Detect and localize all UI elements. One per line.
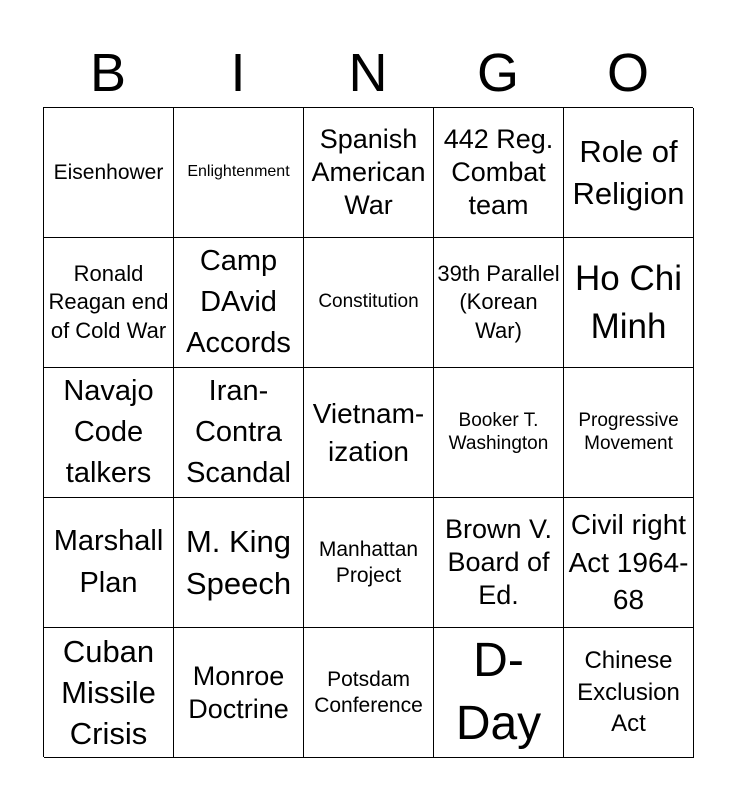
bingo-cell[interactable]: Marshall Plan — [44, 498, 174, 628]
bingo-cell[interactable]: Booker T. Washington — [434, 368, 564, 498]
bingo-board — [43, 107, 693, 757]
header-letter-i: I — [230, 43, 246, 103]
bingo-cell[interactable]: 39th Parallel (Korean War) — [434, 238, 564, 368]
bingo-cell[interactable]: Camp DAvid Accords — [174, 238, 304, 368]
bingo-cell[interactable]: Civil right Act 1964-68 — [564, 498, 694, 628]
bingo-cell[interactable]: Constitution — [304, 238, 434, 368]
header-letter-n: N — [348, 43, 388, 103]
bingo-cell[interactable]: Vietnam-ization — [304, 368, 434, 498]
bingo-cell[interactable]: Spanish American War — [304, 108, 434, 238]
bingo-cell[interactable]: Chinese Exclusion Act — [564, 628, 694, 758]
bingo-cell[interactable]: M. King Speech — [174, 498, 304, 628]
bingo-cell[interactable]: Monroe Doctrine — [174, 628, 304, 758]
bingo-cell[interactable]: Potsdam Conference — [304, 628, 434, 758]
bingo-cell[interactable]: Eisenhower — [44, 108, 174, 238]
bingo-cell[interactable]: Progressive Movement — [564, 368, 694, 498]
bingo-cell[interactable]: Ronald Reagan end of Cold War — [44, 238, 174, 368]
header-letter-o: O — [606, 43, 649, 103]
bingo-cell[interactable]: Brown V. Board of Ed. — [434, 498, 564, 628]
bingo-cell[interactable]: Manhattan Project — [304, 498, 434, 628]
bingo-cell[interactable]: Navajo Code talkers — [44, 368, 174, 498]
bingo-cell[interactable]: D-Day — [434, 628, 564, 758]
header-letter-g: G — [476, 43, 519, 103]
bingo-header — [43, 42, 693, 104]
bingo-cell[interactable]: Ho Chi Minh — [564, 238, 694, 368]
bingo-cell[interactable]: 442 Reg. Combat team — [434, 108, 564, 238]
bingo-cell[interactable]: Enlightenment — [174, 108, 304, 238]
header-letter-b: B — [89, 43, 127, 103]
bingo-cell[interactable]: Iran-Contra Scandal — [174, 368, 304, 498]
bingo-cell[interactable]: Role of Religion — [564, 108, 694, 238]
bingo-cell[interactable]: Cuban Missile Crisis — [44, 628, 174, 758]
